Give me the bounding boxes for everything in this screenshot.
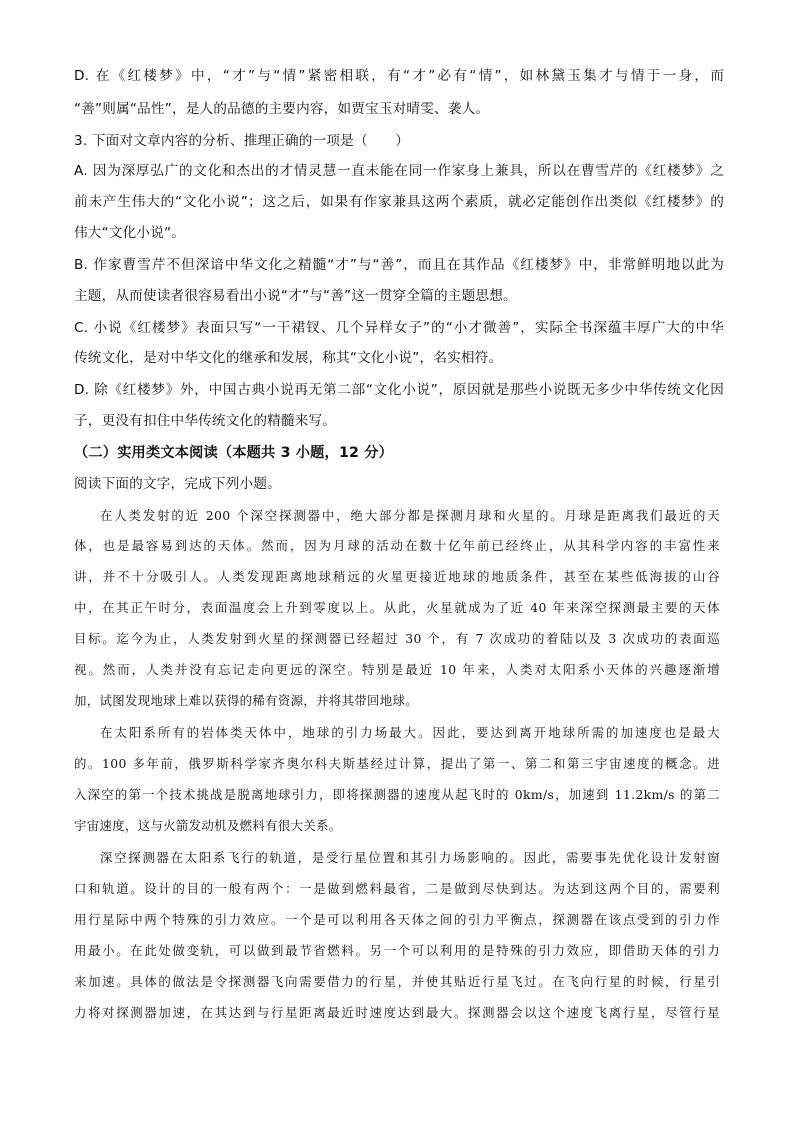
passage-p1-line-5: 目标。迄今为止，人类发射到火星的探测器已经超过 30 个，有 7 次成功的着陆以及 3 次成功的表面巡 [74, 631, 720, 646]
q2-option-d-line-2: “善”则属“品性”，是人的品德的主要内容，如贾宝玉对晴雯、袭人。 [74, 101, 490, 117]
passage-p1-line-1: 在人类发射的近 200 个深空探测器中，绝大部分都是探测月球和火星的。月球是距离我们最近的天 [100, 508, 720, 523]
q3-option-d-line-2: 子，更没有扣住中华传统文化的精髓来写。 [74, 413, 337, 429]
passage-p3-line-3: 用行星际中两个特殊的引力效应。一个是可以利用各天体之间的引力平衡点，探测器在该点受到的引力作 [74, 912, 720, 927]
passage-p3-line-6: 力将对探测器加速，在其达到与行星距离最近时速度达到最大。探测器会以这个速度飞离行星，尽管行星 [74, 1005, 720, 1020]
q3-option-c-line-2: 传统文化，是对中华文化的继承和发展，称其“文化小说”，名实相符。 [74, 350, 503, 366]
q3-option-a-line-1: A. 因为深厚弘广的文化和杰出的才情灵慧一直未能在同一作家身上兼具，所以在曹雪芹的《红楼梦》之 [74, 163, 724, 179]
q3-option-c-line-1: C. 小说《红楼梦》表面只写“一干裙钗、几个异样女子”的“小才微善”，实际全书深蕴丰厚广大的中华 [74, 320, 724, 336]
passage-p2-line-4: 宇宙速度，这与火箭发动机及燃料有很大关系。 [74, 818, 342, 833]
passage-p1-line-4: 中，在其正午时分，表面温度会上升到零度以上。从此，火星就成为了近 40 年来深空探测最主要的天体 [74, 600, 720, 615]
passage-p3-line-4: 用最小。在此处做变轨，可以做到最节省燃料。另一个可以利用的是特殊的引力效应，即借助天体的引力 [74, 943, 720, 958]
passage-p1-line-3: 讲，并不十分吸引人。人类发现距离地球稍远的火星更接近地球的地质条件，甚至在某些低海拔的山谷 [74, 569, 720, 584]
passage-p1-line-7: 加，试图发现地球上难以获得的稀有资源，并将其带回地球。 [74, 693, 418, 708]
passage-p3-line-2: 口和轨道。设计的目的一般有两个：一是做到燃料最省，二是做到尽快到达。为达到这两个目的，需要利 [74, 881, 720, 896]
q3-option-b-line-2: 主题，从而使读者很容易看出小说“才”与“善”这一贯穿全篇的主题思想。 [74, 288, 517, 304]
q3-option-d-line-1: D. 除《红楼梦》外，中国古典小说再无第二部“文化小说”，原因就是那些小说既无多少中华传统文化因 [74, 382, 724, 398]
section-2-title: （二）实用类文本阅读（本题共 3 小题，12 分） [74, 445, 393, 461]
q3-option-b-line-1: B. 作家曹雪芹不但深谙中华文化之精髓“才”与“善”，而且在其作品《红楼梦》中，非常鲜明地以此为 [74, 257, 724, 273]
q3-option-a-line-3: 伟大“文化小说”。 [74, 225, 186, 241]
passage-p1-line-6: 视。然而，人类并没有忘记走向更远的深空。特别是最近 10 年来，人类对太阳系小天体的兴趣逐渐增 [74, 662, 720, 677]
q3-stem: 3. 下面对文章内容的分析、推理正确的一项是（ ） [74, 133, 410, 149]
section-2-instruction: 阅读下面的文字，完成下列小题。 [74, 476, 281, 492]
q2-option-d-line-1: D. 在《红楼梦》中，“才”与“情”紧密相联，有“才”必有“情”，如林黛玉集才与情于一身，而 [74, 68, 724, 84]
q3-option-a-line-2: 前未产生伟大的“文化小说”；这之后，如果有作家兼具这两个素质，就必定能创作出类似《红楼梦》的 [74, 194, 724, 210]
passage-p1-line-2: 体，也是最容易到达的天体。然而，因为月球的活动在数十亿年前已经终止，从其科学内容的丰富性来 [74, 538, 720, 553]
passage-p3-line-1: 深空探测器在太阳系飞行的轨道，是受行星位置和其引力场影响的。因此，需要事先优化设计发射窗 [100, 850, 720, 865]
passage-p2-line-3: 入深空的第一个技术挑战是脱离地球引力，即将探测器的速度从起飞时的 0km/s，加速到 11.2km/s 的第二 [74, 787, 720, 802]
passage-p2-line-1: 在太阳系所有的岩体类天体中，地球的引力场最大。因此，要达到离开地球所需的加速度也是最大 [100, 725, 720, 740]
passage-p2-line-2: 的。100 多年前，俄罗斯科学家齐奥尔科夫斯基经过计算，提出了第一、第二和第三宇宙速度的概念。进 [74, 756, 720, 771]
passage-p3-line-5: 来加速。具体的做法是令探测器飞向需要借力的行星，并使其贴近行星飞过。在飞向行星的时候，行星引 [74, 974, 720, 989]
